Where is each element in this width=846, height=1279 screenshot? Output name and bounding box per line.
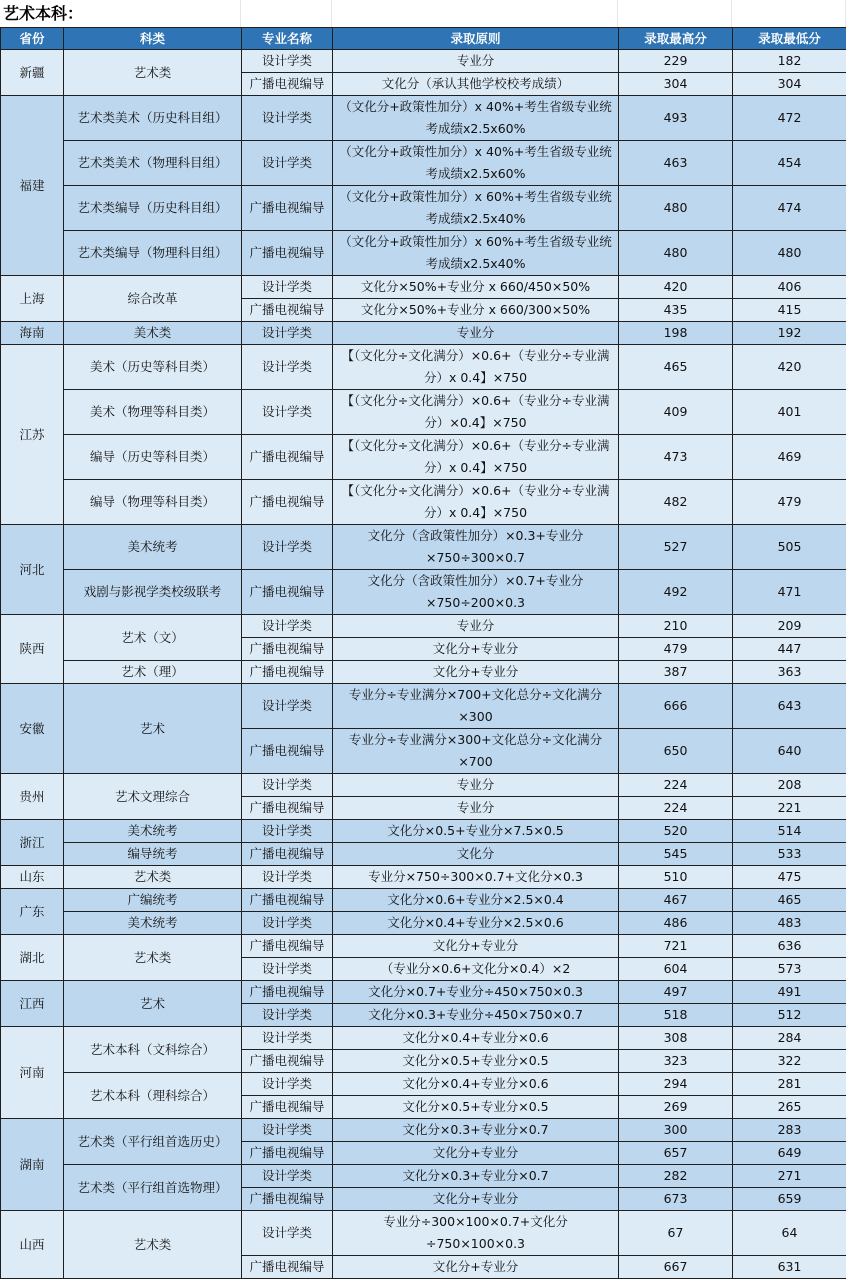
rule-cell[interactable]: （文化分+政策性加分）x 60%+考生省级专业统考成绩x2.5x40% [333,186,619,231]
major-cell[interactable]: 设计学类 [242,322,333,345]
table-row [1,276,846,299]
min-score-cell[interactable]: 472 [733,96,846,141]
rule-cell[interactable]: 文化分×0.3+专业分÷450×750×0.7 [333,1004,619,1027]
province-cell[interactable]: 新疆 [1,50,64,96]
max-score-cell[interactable]: 210 [619,615,733,638]
major-cell[interactable]: 设计学类 [242,525,333,570]
category-cell[interactable]: 编导（物理等科目类） [64,480,242,525]
major-cell[interactable]: 广播电视编导 [242,1142,333,1165]
min-score-cell[interactable]: 406 [733,276,846,299]
header-major[interactable]: 专业名称 [242,28,333,50]
category-cell[interactable]: 美术统考 [64,525,242,570]
max-score-cell[interactable]: 269 [619,1096,733,1119]
major-cell[interactable]: 设计学类 [242,866,333,889]
major-cell[interactable]: 广播电视编导 [242,661,333,684]
max-score-cell[interactable]: 409 [619,390,733,435]
max-score-cell[interactable]: 463 [619,141,733,186]
max-score-cell[interactable]: 465 [619,345,733,390]
min-score-cell[interactable]: 182 [733,50,846,73]
major-cell[interactable]: 设计学类 [242,1119,333,1142]
max-score-cell[interactable]: 666 [619,684,733,729]
major-cell[interactable]: 设计学类 [242,774,333,797]
rule-cell[interactable]: 文化分×0.3+专业分×0.7 [333,1119,619,1142]
max-score-cell[interactable]: 604 [619,958,733,981]
major-cell[interactable]: 设计学类 [242,820,333,843]
category-cell[interactable]: 广编统考 [64,889,242,912]
min-score-cell[interactable]: 640 [733,729,846,774]
rule-cell[interactable]: 文化分 [333,843,619,866]
rule-cell[interactable]: 文化分+专业分 [333,1188,619,1211]
province-cell[interactable]: 河北 [1,525,64,615]
rule-cell[interactable]: 文化分×0.4+专业分×0.6 [333,1073,619,1096]
rule-cell[interactable]: （专业分×0.6+文化分×0.4）×2 [333,958,619,981]
major-cell[interactable]: 广播电视编导 [242,1050,333,1073]
major-cell[interactable]: 设计学类 [242,684,333,729]
max-score-cell[interactable]: 527 [619,525,733,570]
header-rule[interactable]: 录取原则 [333,28,619,50]
category-cell[interactable]: 艺术类 [64,50,242,96]
max-score-cell[interactable]: 294 [619,1073,733,1096]
rule-cell[interactable]: 文化分（承认其他学校校考成绩） [333,73,619,96]
max-score-cell[interactable]: 229 [619,50,733,73]
min-score-cell[interactable]: 465 [733,889,846,912]
table-row [1,435,846,480]
category-cell[interactable]: 编导（历史等科目类） [64,435,242,480]
table-row [1,525,846,570]
category-cell[interactable]: 美术（历史等科目类） [64,345,242,390]
table-row [1,615,846,638]
min-score-cell[interactable]: 454 [733,141,846,186]
major-cell[interactable]: 设计学类 [242,1027,333,1050]
min-score-cell[interactable]: 447 [733,638,846,661]
category-cell[interactable]: 艺术类美术（历史科目组） [64,96,242,141]
rule-cell[interactable]: 【（文化分÷文化满分）×0.6+（专业分÷专业满分）×0.4】×750 [333,390,619,435]
province-cell[interactable]: 湖北 [1,935,64,981]
max-score-cell[interactable]: 480 [619,186,733,231]
category-cell[interactable]: 艺术类编导（历史科目组） [64,186,242,231]
rule-cell[interactable]: 文化分×50%+专业分 x 660/450×50% [333,276,619,299]
empty-cell[interactable] [732,0,846,27]
max-score-cell[interactable]: 323 [619,1050,733,1073]
max-score-cell[interactable]: 467 [619,889,733,912]
rule-cell[interactable]: 文化分+专业分 [333,1256,619,1279]
max-score-cell[interactable]: 224 [619,797,733,820]
major-cell[interactable]: 广播电视编导 [242,638,333,661]
min-score-cell[interactable]: 649 [733,1142,846,1165]
major-cell[interactable]: 广播电视编导 [242,981,333,1004]
max-score-cell[interactable]: 308 [619,1027,733,1050]
min-score-cell[interactable]: 208 [733,774,846,797]
major-cell[interactable]: 广播电视编导 [242,435,333,480]
province-cell[interactable]: 浙江 [1,820,64,866]
max-score-cell[interactable]: 486 [619,912,733,935]
min-score-cell[interactable]: 512 [733,1004,846,1027]
rule-cell[interactable]: 专业分÷专业满分×300+文化总分÷文化满分×700 [333,729,619,774]
major-cell[interactable]: 广播电视编导 [242,1188,333,1211]
major-cell[interactable]: 广播电视编导 [242,843,333,866]
table-body [1,50,846,1279]
major-cell[interactable]: 广播电视编导 [242,570,333,615]
table-row [1,322,846,345]
province-cell[interactable]: 湖南 [1,1119,64,1211]
table-row [1,1165,846,1188]
empty-cell[interactable] [332,0,618,27]
max-score-cell[interactable]: 282 [619,1165,733,1188]
major-cell[interactable]: 设计学类 [242,1004,333,1027]
major-cell[interactable]: 广播电视编导 [242,186,333,231]
major-cell[interactable]: 设计学类 [242,912,333,935]
rule-cell[interactable]: 文化分×0.4+专业分×2.5×0.6 [333,912,619,935]
category-cell[interactable]: 艺术类 [64,866,242,889]
major-cell[interactable]: 广播电视编导 [242,299,333,322]
category-cell[interactable]: 综合改革 [64,276,242,322]
table-row [1,935,846,958]
max-score-cell[interactable]: 387 [619,661,733,684]
max-score-cell[interactable]: 479 [619,638,733,661]
table-row [1,1119,846,1142]
min-score-cell[interactable]: 415 [733,299,846,322]
category-cell[interactable]: 艺术本科（理科综合） [64,1073,242,1119]
table-row [1,96,846,141]
rule-cell[interactable]: （文化分+政策性加分）x 40%+考生省级专业统考成绩x2.5x60% [333,96,619,141]
table-row [1,1027,846,1050]
major-cell[interactable]: 广播电视编导 [242,889,333,912]
province-cell[interactable]: 安徽 [1,684,64,774]
rule-cell[interactable]: 专业分÷300×100×0.7+文化分÷750×100×0.3 [333,1211,619,1256]
max-score-cell[interactable]: 493 [619,96,733,141]
category-cell[interactable]: 艺术类（平行组首选物理） [64,1165,242,1211]
table-row [1,141,846,186]
admission-table [0,27,846,1279]
min-score-cell[interactable]: 491 [733,981,846,1004]
max-score-cell[interactable]: 518 [619,1004,733,1027]
table-row [1,866,846,889]
max-score-cell[interactable]: 67 [619,1211,733,1256]
rule-cell[interactable]: 文化分+专业分 [333,638,619,661]
min-score-cell[interactable]: 480 [733,231,846,276]
province-cell[interactable]: 山西 [1,1211,64,1279]
category-cell[interactable]: 美术（物理等科目类） [64,390,242,435]
table-row [1,889,846,912]
table-row [1,661,846,684]
min-score-cell[interactable]: 643 [733,684,846,729]
table-row [1,1073,846,1096]
min-score-cell[interactable]: 474 [733,186,846,231]
major-cell[interactable]: 广播电视编导 [242,729,333,774]
category-cell[interactable]: 艺术类美术（物理科目组） [64,141,242,186]
rule-cell[interactable]: 专业分 [333,797,619,820]
min-score-cell[interactable]: 322 [733,1050,846,1073]
min-score-cell[interactable]: 265 [733,1096,846,1119]
max-score-cell[interactable]: 473 [619,435,733,480]
category-cell[interactable]: 艺术 [64,981,242,1027]
title-row [0,0,846,27]
rule-cell[interactable]: 文化分×50%+专业分 x 660/300×50% [333,299,619,322]
rule-cell[interactable]: 专业分 [333,322,619,345]
province-cell[interactable]: 河南 [1,1027,64,1119]
province-cell[interactable]: 贵州 [1,774,64,820]
rule-cell[interactable]: 文化分×0.6+专业分×2.5×0.4 [333,889,619,912]
table-row [1,843,846,866]
province-cell[interactable]: 山东 [1,866,64,889]
table-row [1,820,846,843]
max-score-cell[interactable]: 667 [619,1256,733,1279]
rule-cell[interactable]: 专业分 [333,774,619,797]
max-score-cell[interactable]: 224 [619,774,733,797]
table-row [1,186,846,231]
category-cell[interactable]: 艺术本科（文科综合） [64,1027,242,1073]
min-score-cell[interactable]: 304 [733,73,846,96]
table-row [1,1211,846,1256]
rule-cell[interactable]: 专业分÷专业满分×700+文化总分÷文化满分×300 [333,684,619,729]
header-max-score[interactable]: 录取最高分 [619,28,733,50]
table-row [1,480,846,525]
max-score-cell[interactable]: 304 [619,73,733,96]
max-score-cell[interactable]: 420 [619,276,733,299]
rule-cell[interactable]: 文化分×0.5+专业分×7.5×0.5 [333,820,619,843]
major-cell[interactable]: 设计学类 [242,1073,333,1096]
category-cell[interactable]: 美术类 [64,322,242,345]
major-cell[interactable]: 设计学类 [242,50,333,73]
min-score-cell[interactable]: 631 [733,1256,846,1279]
category-cell[interactable]: 艺术类 [64,1211,242,1279]
category-cell[interactable]: 美术统考 [64,820,242,843]
rule-cell[interactable]: 专业分×750÷300×0.7+文化分×0.3 [333,866,619,889]
province-cell[interactable]: 海南 [1,322,64,345]
rule-cell[interactable]: 专业分 [333,615,619,638]
rule-cell[interactable]: 文化分×0.5+专业分×0.5 [333,1050,619,1073]
min-score-cell[interactable]: 281 [733,1073,846,1096]
max-score-cell[interactable]: 435 [619,299,733,322]
table-row [1,774,846,797]
max-score-cell[interactable]: 545 [619,843,733,866]
major-cell[interactable]: 设计学类 [242,345,333,390]
major-cell[interactable]: 广播电视编导 [242,797,333,820]
min-score-cell[interactable]: 401 [733,390,846,435]
header-row [1,28,846,50]
rule-cell[interactable]: 文化分+专业分 [333,661,619,684]
min-score-cell[interactable]: 505 [733,525,846,570]
table-row [1,390,846,435]
max-score-cell[interactable]: 198 [619,322,733,345]
min-score-cell[interactable]: 533 [733,843,846,866]
rule-cell[interactable]: （文化分+政策性加分）x 60%+考生省级专业统考成绩x2.5x40% [333,231,619,276]
min-score-cell[interactable]: 636 [733,935,846,958]
major-cell[interactable]: 设计学类 [242,96,333,141]
rule-cell[interactable]: 文化分（含政策性加分）×0.7+专业分×750÷200×0.3 [333,570,619,615]
category-cell[interactable]: 美术统考 [64,912,242,935]
category-cell[interactable]: 艺术类 [64,935,242,981]
province-cell[interactable]: 上海 [1,276,64,322]
major-cell[interactable]: 设计学类 [242,1211,333,1256]
min-score-cell[interactable]: 64 [733,1211,846,1256]
min-score-cell[interactable]: 573 [733,958,846,981]
rule-cell[interactable]: 专业分 [333,50,619,73]
category-cell[interactable]: 艺术文理综合 [64,774,242,820]
rule-cell[interactable]: 文化分+专业分 [333,1142,619,1165]
max-score-cell[interactable]: 300 [619,1119,733,1142]
header-min-score[interactable]: 录取最低分 [733,28,846,50]
min-score-cell[interactable]: 659 [733,1188,846,1211]
major-cell[interactable]: 广播电视编导 [242,480,333,525]
major-cell[interactable]: 广播电视编导 [242,935,333,958]
category-cell[interactable]: 艺术类（平行组首选历史） [64,1119,242,1165]
rule-cell[interactable]: 文化分+专业分 [333,935,619,958]
rule-cell[interactable]: 【（文化分÷文化满分）×0.6+（专业分÷专业满分）x 0.4】×750 [333,480,619,525]
min-score-cell[interactable]: 420 [733,345,846,390]
max-score-cell[interactable]: 497 [619,981,733,1004]
major-cell[interactable]: 广播电视编导 [242,231,333,276]
rule-cell[interactable]: 文化分（含政策性加分）×0.3+专业分×750÷300×0.7 [333,525,619,570]
rule-cell[interactable]: 文化分×0.5+专业分×0.5 [333,1096,619,1119]
empty-cell[interactable] [618,0,732,27]
table-row [1,570,846,615]
min-score-cell[interactable]: 209 [733,615,846,638]
max-score-cell[interactable]: 650 [619,729,733,774]
min-score-cell[interactable]: 192 [733,322,846,345]
min-score-cell[interactable]: 479 [733,480,846,525]
rule-cell[interactable]: 【（文化分÷文化满分）×0.6+（专业分÷专业满分）x 0.4】×750 [333,345,619,390]
rule-cell[interactable]: 文化分×0.4+专业分×0.6 [333,1027,619,1050]
min-score-cell[interactable]: 483 [733,912,846,935]
province-cell[interactable]: 福建 [1,96,64,276]
table-row [1,231,846,276]
header-category[interactable]: 科类 [64,28,242,50]
category-cell[interactable]: 艺术 [64,684,242,774]
major-cell[interactable]: 设计学类 [242,615,333,638]
major-cell[interactable]: 设计学类 [242,958,333,981]
min-score-cell[interactable]: 514 [733,820,846,843]
sheet-title: 艺术本科： [0,0,241,27]
major-cell[interactable]: 设计学类 [242,1165,333,1188]
max-score-cell[interactable]: 673 [619,1188,733,1211]
min-score-cell[interactable]: 363 [733,661,846,684]
category-cell[interactable]: 艺术（文） [64,615,242,661]
max-score-cell[interactable]: 492 [619,570,733,615]
min-score-cell[interactable]: 221 [733,797,846,820]
major-cell[interactable]: 广播电视编导 [242,1096,333,1119]
max-score-cell[interactable]: 721 [619,935,733,958]
major-cell[interactable]: 广播电视编导 [242,1256,333,1279]
max-score-cell[interactable]: 482 [619,480,733,525]
min-score-cell[interactable]: 471 [733,570,846,615]
province-cell[interactable]: 江苏 [1,345,64,525]
rule-cell[interactable]: （文化分+政策性加分）x 40%+考生省级专业统考成绩x2.5x60% [333,141,619,186]
rule-cell[interactable]: 文化分×0.7+专业分÷450×750×0.3 [333,981,619,1004]
table-row [1,981,846,1004]
max-score-cell[interactable]: 520 [619,820,733,843]
category-cell[interactable]: 艺术类编导（物理科目组） [64,231,242,276]
major-cell[interactable]: 设计学类 [242,141,333,186]
min-score-cell[interactable]: 271 [733,1165,846,1188]
min-score-cell[interactable]: 283 [733,1119,846,1142]
min-score-cell[interactable]: 475 [733,866,846,889]
province-cell[interactable]: 江西 [1,981,64,1027]
empty-cell[interactable] [241,0,332,27]
province-cell[interactable]: 陕西 [1,615,64,684]
major-cell[interactable]: 设计学类 [242,390,333,435]
rule-cell[interactable]: 文化分×0.3+专业分×0.7 [333,1165,619,1188]
max-score-cell[interactable]: 510 [619,866,733,889]
table-row [1,345,846,390]
table-row [1,684,846,729]
rule-cell[interactable]: 【（文化分÷文化满分）×0.6+（专业分÷专业满分）x 0.4】×750 [333,435,619,480]
max-score-cell[interactable]: 480 [619,231,733,276]
table-row [1,50,846,73]
table-row [1,912,846,935]
max-score-cell[interactable]: 657 [619,1142,733,1165]
category-cell[interactable]: 艺术（理） [64,661,242,684]
category-cell[interactable]: 戏剧与影视学类校级联考 [64,570,242,615]
min-score-cell[interactable]: 284 [733,1027,846,1050]
min-score-cell[interactable]: 469 [733,435,846,480]
major-cell[interactable]: 设计学类 [242,276,333,299]
category-cell[interactable]: 编导统考 [64,843,242,866]
header-province[interactable]: 省份 [1,28,64,50]
major-cell[interactable]: 广播电视编导 [242,73,333,96]
province-cell[interactable]: 广东 [1,889,64,935]
